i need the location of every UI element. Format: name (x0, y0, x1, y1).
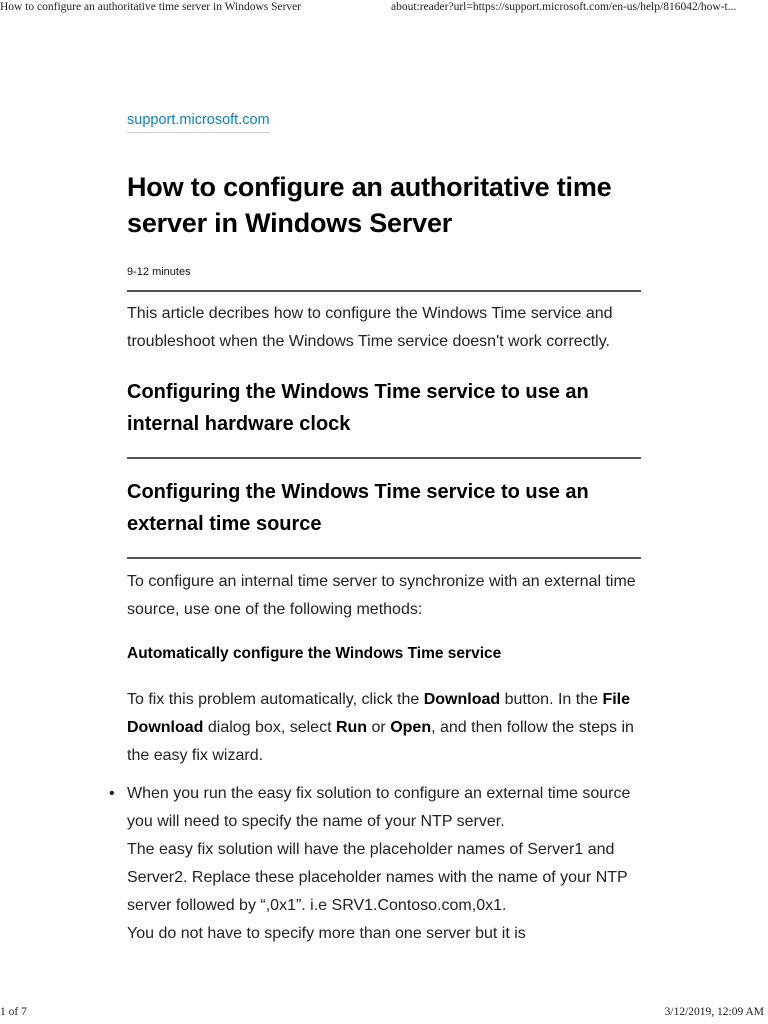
print-header (0, 1, 768, 17)
open-term: Open (390, 719, 432, 736)
intro-paragraph: This article decribes how to configure the Windows Time service and troubleshoot when the Windows Time service doesn't work correctly. (127, 305, 613, 350)
article-title: How to configure an authoritative time server in Windows Server (127, 172, 612, 238)
divider (127, 457, 641, 459)
reader-article (109, 111, 641, 948)
divider (127, 290, 641, 292)
bullet-text-2: The easy fix solution will have the placeholder names of Server1 and Server2. Replace these placeholder names with the name of your NTP server followed by “,0x1”. i.e SRV1.Contoso.com,0x1. (127, 841, 628, 914)
print-header-url: about:reader?url=https://support.microsoft.com/en-us/help/816042/how-t... (391, 1, 737, 13)
section-heading-external-source: Configuring the Windows Time service to use an external time source (127, 481, 589, 535)
bullet-text-3: You do not have to specify more than one server but it is (127, 925, 526, 942)
print-header-title: How to configure an authoritative time server in Windows Server (0, 1, 302, 13)
divider (127, 557, 641, 559)
download-term: Download (423, 691, 501, 708)
section2-intro-paragraph: To configure an internal time server to synchronize with an external time source, use one of the following methods: (127, 573, 636, 618)
reading-time: 9-12 minutes (127, 266, 191, 278)
list-item (109, 780, 641, 948)
run-term: Run (335, 719, 368, 736)
bullet-text-1: When you run the easy fix solution to configure an external time source you will need to specify the name of your NTP server. (127, 785, 631, 830)
bullet-list (109, 780, 641, 948)
print-timestamp: 3/12/2019, 12:09 AM (664, 1006, 764, 1018)
subheading-auto-configure: Automatically configure the Windows Time service (127, 645, 502, 662)
section-heading-hardware-clock: Configuring the Windows Time service to use an internal hardware clock (127, 381, 589, 435)
print-footer (0, 1006, 768, 1022)
page-number: 1 of 7 (0, 1006, 27, 1018)
file-download-term: File Download (127, 691, 630, 736)
source-domain-link[interactable]: support.microsoft.com (127, 112, 270, 133)
easy-fix-paragraph: To fix this problem automatically, click the Download button. In the File Download dialog box, select Run or Open, and then follow the steps in the easy fix wizard. (127, 691, 634, 764)
bullet-icon: • (109, 785, 115, 802)
